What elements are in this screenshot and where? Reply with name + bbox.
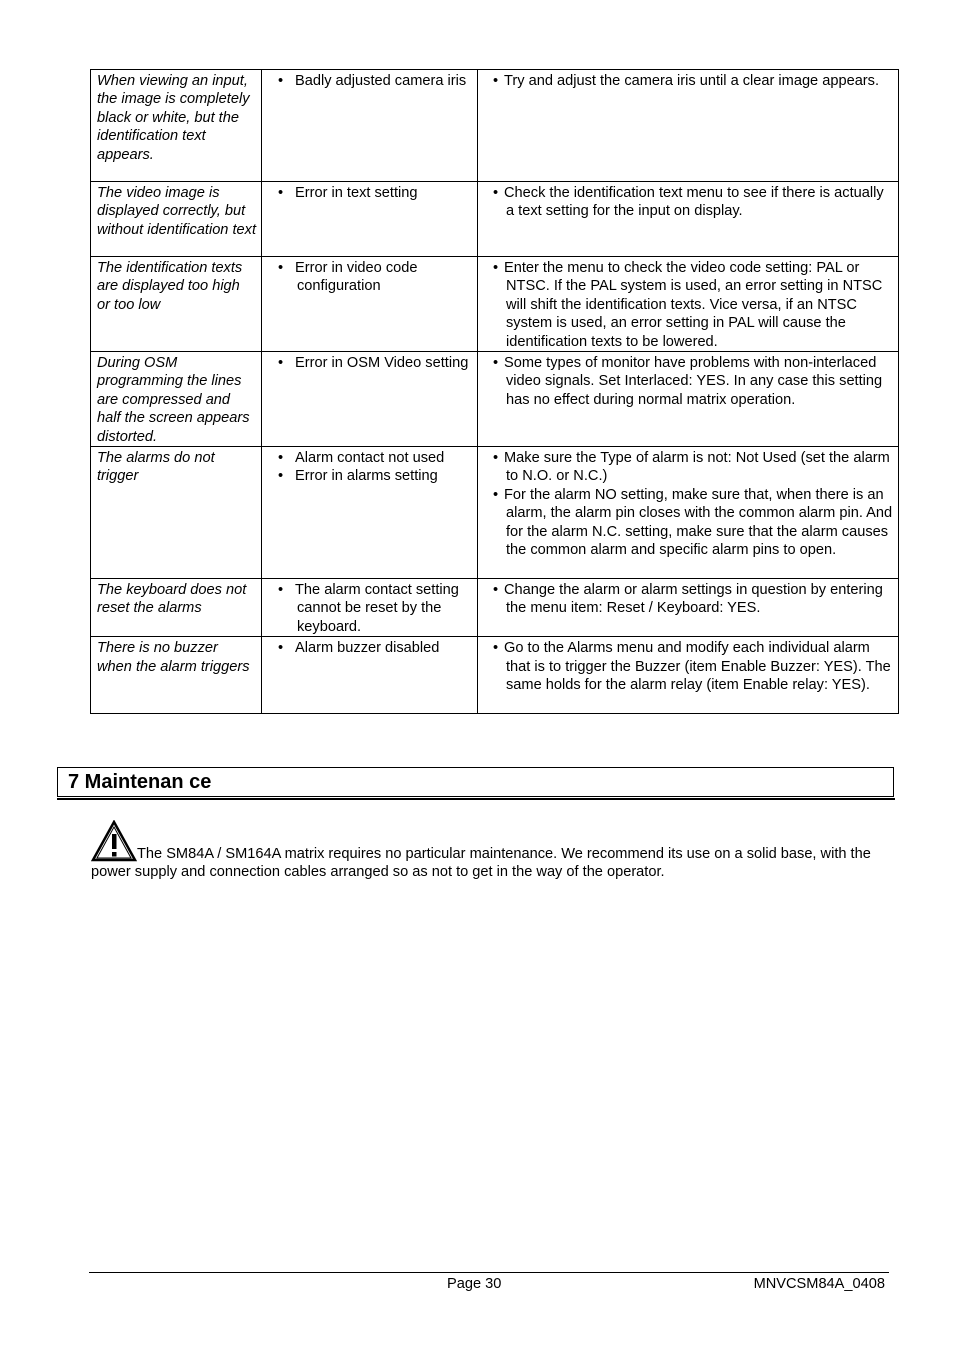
symptom-cell: During OSM programming the lines are compressed and half the screen appears distorted. — [91, 352, 262, 447]
cause-item: • Error in text setting — [268, 184, 472, 202]
cause-list — [268, 259, 472, 296]
table-row — [91, 637, 899, 714]
table-row — [91, 257, 899, 352]
cause-cell — [262, 182, 478, 257]
cause-list — [268, 72, 472, 90]
remedy-item: • Change the alarm or alarm settings in question by entering the menu item: Reset / Keyboard: YES. — [484, 581, 893, 618]
cause-list — [268, 354, 472, 372]
cause-list — [268, 184, 472, 202]
remedy-list — [484, 354, 893, 409]
cause-item: • Error in alarms setting — [268, 467, 472, 485]
symptom-cell: There is no buzzer when the alarm triggers — [91, 637, 262, 714]
section-heading: 7 Maintenan ce — [68, 771, 212, 793]
cause-list — [268, 639, 472, 657]
maintenance-text: The SM84A / SM164A matrix requires no particular maintenance. We recommend its use on a solid base, with the power supply and connection cables arranged so as not to get in the way of the operator. — [91, 846, 871, 881]
remedy-item: • Try and adjust the camera iris until a clear image appears. — [484, 72, 893, 90]
cause-cell — [262, 352, 478, 447]
table-row — [91, 352, 899, 447]
section-heading-box — [57, 767, 894, 797]
remedy-cell — [478, 182, 899, 257]
remedy-list — [484, 449, 893, 559]
remedy-cell — [478, 257, 899, 352]
troubleshooting-table-body — [91, 70, 899, 714]
table-row — [91, 182, 899, 257]
table-row — [91, 70, 899, 182]
remedy-item: • Check the identification text menu to see if there is actually a text setting for the input on display. — [484, 184, 893, 221]
cause-item: • Error in video code configuration — [268, 259, 472, 296]
cause-cell — [262, 637, 478, 714]
cause-list — [268, 449, 472, 486]
cause-item: • Badly adjusted camera iris — [268, 72, 472, 90]
cause-cell — [262, 70, 478, 182]
maintenance-paragraph — [91, 845, 901, 882]
remedy-cell — [478, 352, 899, 447]
cause-item: • Alarm contact not used — [268, 449, 472, 467]
remedy-item: • Go to the Alarms menu and modify each individual alarm that is to trigger the Buzzer (item Enable Buzzer: YES). The same holds for the alarm relay (item Enable relay: YES). — [484, 639, 893, 694]
cause-cell — [262, 447, 478, 579]
footer-page-number: Page 30 — [447, 1276, 502, 1292]
symptom-cell: The video image is displayed correctly, but without identification text — [91, 182, 262, 257]
symptom-cell: The keyboard does not reset the alarms — [91, 579, 262, 637]
cause-list — [268, 581, 472, 636]
cause-cell — [262, 257, 478, 352]
remedy-list — [484, 72, 893, 90]
footer-document-code: MNVCSM84A_0408 — [753, 1276, 885, 1292]
cause-cell — [262, 579, 478, 637]
remedy-item: • Enter the menu to check the video code setting: PAL or NTSC. If the PAL system is used, an error setting in NTSC will shift the identification texts. Vice versa, if an NTSC system is used, an error setting in PAL will cause the identification texts to be lowered. — [484, 259, 893, 351]
symptom-cell: When viewing an input, the image is completely black or white, but the identification text appears. — [91, 70, 262, 182]
table-row — [91, 579, 899, 637]
symptom-cell: The alarms do not trigger — [91, 447, 262, 579]
remedy-item: • For the alarm NO setting, make sure that, when there is an alarm, the alarm pin closes with the common alarm pin. And for the alarm N.C. setting, make sure that the alarm causes the common alarm and specific alarm pins to open. — [484, 486, 893, 560]
remedy-list — [484, 259, 893, 351]
cause-item: • The alarm contact setting cannot be reset by the keyboard. — [268, 581, 472, 636]
remedy-list — [484, 184, 893, 221]
remedy-cell — [478, 447, 899, 579]
table-row — [91, 447, 899, 579]
remedy-list — [484, 581, 893, 618]
remedy-item: • Some types of monitor have problems with non-interlaced video signals. Set Interlaced: YES. In any case this setting has no effect during normal matrix operation. — [484, 354, 893, 409]
remedy-cell — [478, 70, 899, 182]
symptom-cell: The identification texts are displayed too high or too low — [91, 257, 262, 352]
remedy-cell — [478, 637, 899, 714]
cause-item: • Alarm buzzer disabled — [268, 639, 472, 657]
footer-divider — [89, 1272, 889, 1273]
troubleshooting-table — [90, 69, 899, 714]
remedy-item: • Make sure the Type of alarm is not: Not Used (set the alarm to N.O. or N.C.) — [484, 449, 893, 486]
cause-item: • Error in OSM Video setting — [268, 354, 472, 372]
remedy-list — [484, 639, 893, 694]
remedy-cell — [478, 579, 899, 637]
